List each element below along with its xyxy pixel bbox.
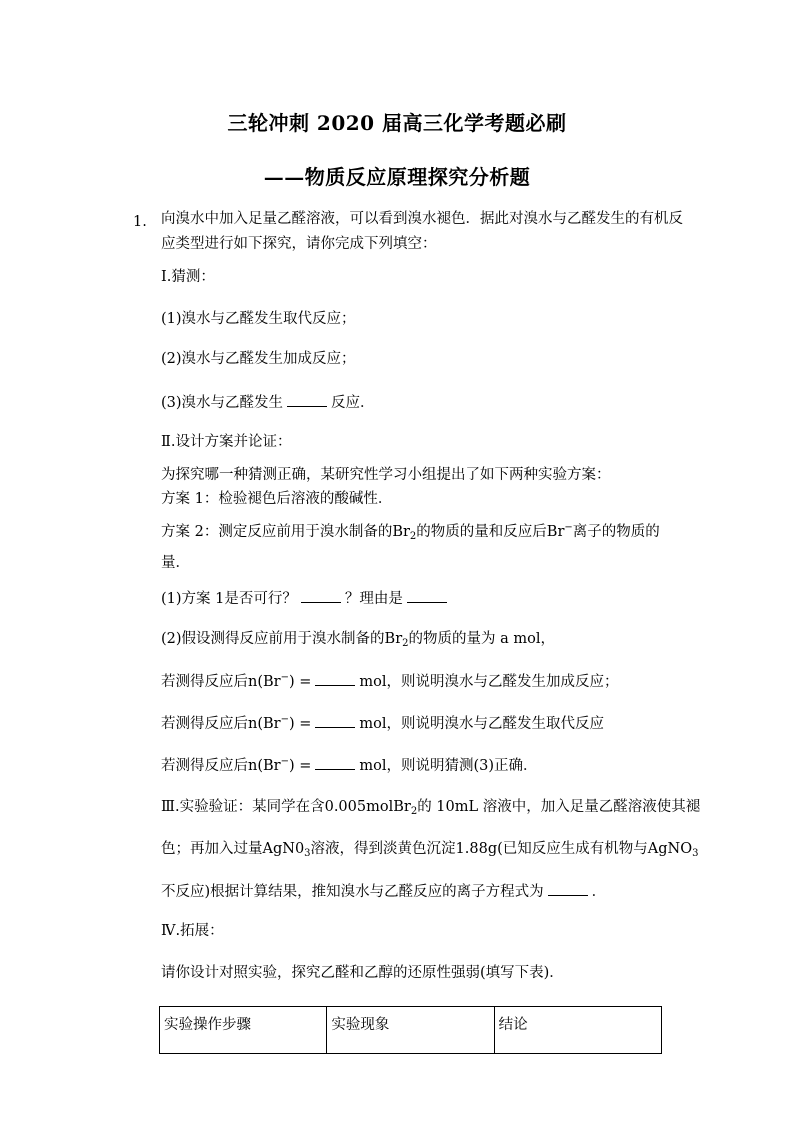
answer-blank[interactable] (548, 881, 588, 896)
plan-2-a: 方案 2：测定反应前用于溴水制备的Br (161, 524, 410, 540)
table-header-cell: 实验操作步骤 (160, 1007, 327, 1054)
case-pre: 若测得反应后n(Br (161, 758, 281, 774)
case-sup: − (280, 756, 289, 767)
intro-line-1: 向溴水中加入足量乙醛溶液，可以看到溴水褪色．据此对溴水与乙醛发生的有机反 (161, 211, 683, 227)
case-sup: − (280, 672, 289, 683)
part4-line: 请你设计对照实验，探究乙醛和乙醇的还原性强弱(填写下表)． (161, 965, 564, 981)
part3-line2-a: 色；再加入过量AgN0 (161, 841, 305, 857)
case-3 (161, 755, 538, 776)
table-header-cell: 结论 (494, 1007, 661, 1054)
case-eq: ) = (288, 716, 312, 732)
case-2 (161, 713, 604, 734)
case-sup: − (280, 714, 289, 725)
sub-question-1-b: ？理由是 (344, 591, 403, 607)
answer-blank[interactable] (287, 392, 327, 407)
part2-line-1: 为探究哪一种猜测正确，某研究性学习小组提出了如下两种实验方案： (161, 467, 611, 483)
part3-line3-a: 不反应)根据计算结果，推知溴水与乙醛反应的离子方程式为 (161, 884, 544, 900)
document-title: 三轮冲刺 2020 届高三化学考题必刷 (227, 111, 567, 135)
part3-line2-sub: 3 (304, 848, 311, 859)
case-1-post: mol，则说明溴水与乙醛发生加成反应； (359, 674, 619, 690)
plan-2-c: 离子的物质的 (572, 524, 660, 540)
plan-2-sup: − (564, 522, 573, 533)
answer-blank[interactable] (315, 713, 355, 728)
part3-line-1 (161, 797, 700, 817)
part4-heading: Ⅳ.拓展： (161, 923, 224, 939)
intro-line-2: 应类型进行如下探究，请你完成下列填空： (161, 236, 437, 252)
plan-2-b: 的物质的量和反应后Br (416, 524, 565, 540)
case-1 (161, 671, 619, 692)
part3-line-3 (161, 881, 606, 902)
part3-line2-sub2: 3 (692, 848, 699, 859)
guess-3-pre: (3)溴水与乙醛发生 (161, 395, 284, 411)
sub-question-2-a: (2)假设测得反应前用于溴水制备的Br (161, 631, 403, 647)
plan-2-line-2: 量． (161, 555, 190, 571)
sub-question-2-sub: 2 (402, 638, 409, 649)
part3-a: Ⅲ.实验验证：某同学在含0.005molBr (161, 799, 411, 815)
question-number: 1. (133, 214, 147, 230)
answer-blank[interactable] (315, 671, 355, 686)
table-header-cell: 实验现象 (327, 1007, 494, 1054)
document-subtitle: ——物质反应原理探究分析题 (263, 165, 531, 189)
part3-b: 的 10mL 溶液中，加入足量乙醛溶液使其褪 (417, 799, 701, 815)
case-pre: 若测得反应后n(Br (161, 716, 281, 732)
sub-question-1-a: (1)方案 1是否可行？ (161, 591, 297, 607)
case-eq: ) = (288, 674, 312, 690)
sub-question-2-b: 的物质的量为 a mol， (408, 631, 555, 647)
guess-3-post: 反应． (331, 395, 375, 411)
sub-question-1 (161, 588, 451, 609)
table-header-row (160, 1007, 662, 1054)
part3-line-2 (161, 839, 698, 859)
plan-2 (161, 522, 660, 542)
answer-blank[interactable] (301, 588, 341, 603)
plan-2-sub: 2 (409, 531, 417, 542)
guess-2: (2)溴水与乙醛发生加成反应； (161, 351, 356, 367)
sub-question-2 (161, 629, 555, 649)
part3-line2-b: 溶液，得到淡黄色沉淀1.88g(已知反应生成有机物与AgNO (310, 841, 693, 857)
part3-sub: 2 (410, 806, 418, 817)
plan-1: 方案 1：检验褪色后溶液的酸碱性． (161, 491, 393, 507)
part2-heading: Ⅱ.设计方案并论证： (161, 434, 292, 450)
case-2-post: mol，则说明溴水与乙醛发生取代反应 (359, 716, 605, 732)
case-3-post: mol，则说明猜测(3)正确． (359, 758, 538, 774)
case-pre: 若测得反应后n(Br (161, 674, 281, 690)
experiment-table (159, 1006, 662, 1054)
answer-blank[interactable] (315, 755, 355, 770)
case-eq: ) = (288, 758, 312, 774)
part1-heading: Ⅰ.猜测： (161, 269, 215, 285)
guess-3 (161, 392, 375, 413)
answer-blank[interactable] (407, 588, 447, 603)
guess-1: (1)溴水与乙醛发生取代反应； (161, 311, 356, 327)
part3-line3-b: ． (591, 884, 607, 900)
